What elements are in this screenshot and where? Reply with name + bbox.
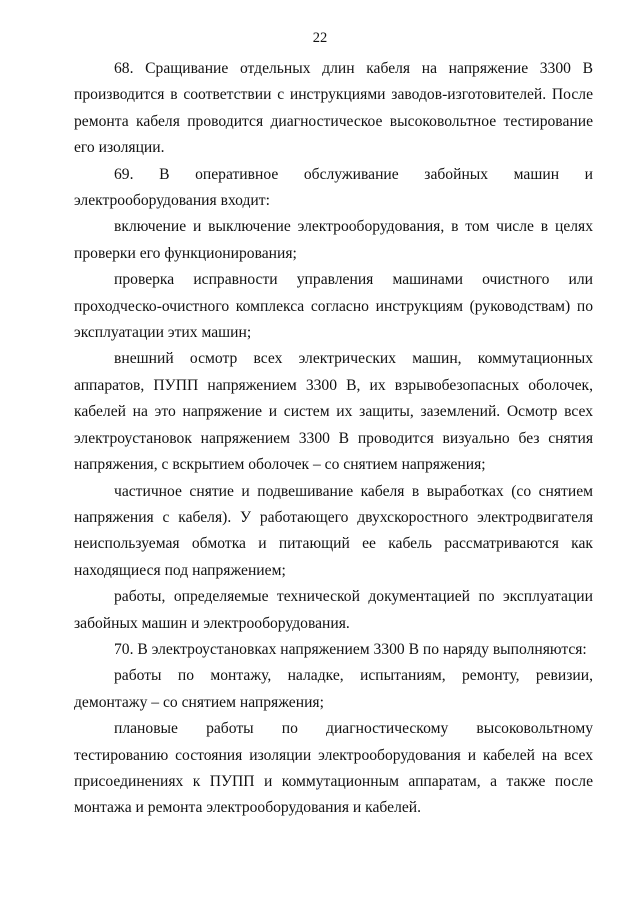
- list-item: плановые работы по диагностическому высоковольтному тестированию состояния изоляции электрооборудования и кабелей на всех присоединениях к ПУПП и коммутационным аппаратам, а также после монтажа и ремонта электрооборудования и кабелей.: [74, 720, 593, 817]
- paragraph-68: 68. Сращивание отдельных длин кабеля на напряжение 3300 В производится в соответствии с инструкциями заводов-изготовителей. После ремонта кабеля проводится диагностическое высоковольтное тестирование его изоляции.: [74, 60, 593, 157]
- document-body: [74, 56, 593, 822]
- list-item: работы по монтажу, наладке, испытаниям, ремонту, ревизии, демонтажу – со снятием напряжения;: [74, 667, 593, 711]
- paragraph-70: 70. В электроустановках напряжением 3300 В по наряду выполняются:: [114, 640, 587, 658]
- page-number: 22: [312, 30, 328, 46]
- list-item: внешний осмотр всех электрических машин, коммутационных аппаратов, ПУПП напряжением 3300 В, их взрывобезопасных оболочек, кабелей на это напряжение и систем их защиты, заземлений. Осмотр всех электроустановок напряжением 3300 В проводится визуально без снятия напряжения, с вскрытием оболочек – со снятием напряжения;: [74, 350, 593, 474]
- list-item: проверка исправности управления машинами очистного или проходческо-очистного комплекса согласно инструкциям (руководствам) по эксплуатации этих машин;: [74, 271, 593, 342]
- paragraph-69: 69. В оперативное обслуживание забойных машин и электрооборудования входит:: [74, 165, 593, 210]
- list-item: включение и выключение электрооборудования, в том числе в целях проверки его функционирования;: [74, 218, 593, 262]
- list-item: работы, определяемые технической документацией по эксплуатации забойных машин и электрооборудования.: [74, 588, 593, 632]
- list-item: частичное снятие и подвешивание кабеля в выработках (со снятием напряжения с кабеля). У работающего двухскоростного электродвигателя неиспользуемая обмотка и питающий ее кабель рассматриваются как находящиеся под напряжением;: [74, 482, 593, 579]
